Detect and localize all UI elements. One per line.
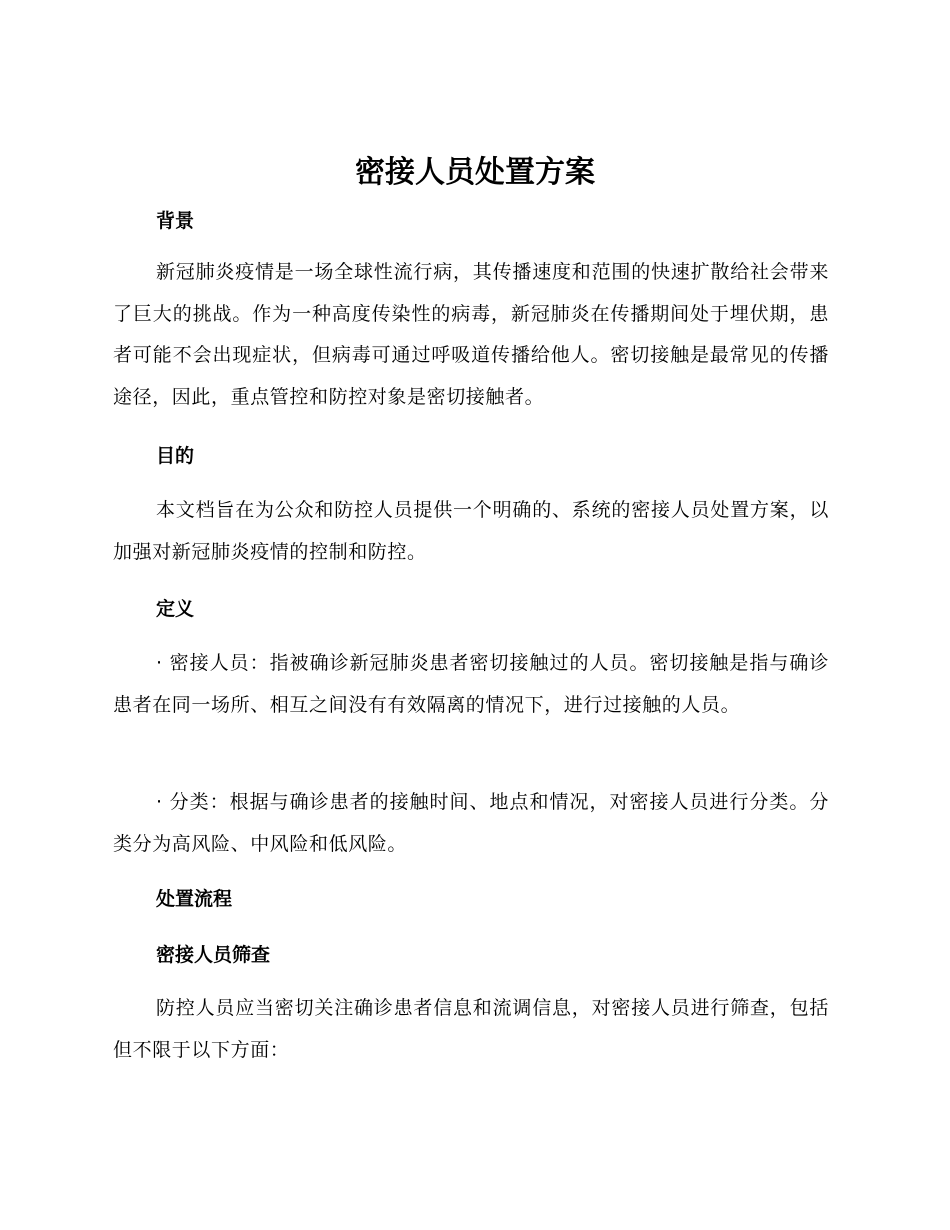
paragraph-purpose: 本文档旨在为公众和防控人员提供一个明确的、系统的密接人员处置方案，以加强对新冠肺炎疫情的控制和防控。	[113, 499, 829, 563]
paragraph-background: 新冠肺炎疫情是一场全球性流行病，其传播速度和范围的快速扩散给社会带来了巨大的挑战。作为一种高度传染性的病毒，新冠肺炎在传播期间处于埋伏期，患者可能不会出现症状，但病毒可通过呼吸道传播给他人。密切接触是最常见的传播途径，因此，重点管控和防控对象是密切接触者。	[113, 261, 829, 408]
paragraph-screening: 防控人员应当密切关注确诊患者信息和流调信息，对密接人员进行筛查，包括但不限于以下方面：	[113, 997, 829, 1061]
section-heading-definition: 定义	[156, 598, 195, 620]
section-heading-background: 背景	[156, 210, 195, 232]
document-title: 密接人员处置方案	[355, 155, 595, 190]
section-heading-screening: 密接人员筛查	[156, 944, 271, 966]
definition-bullet-close-contact: · 密接人员：指被确诊新冠肺炎患者密切接触过的人员。密切接触是指与确诊患者在同一场所、相互之间没有有效隔离的情况下，进行过接触的人员。	[113, 652, 829, 716]
section-heading-process: 处置流程	[156, 888, 233, 910]
section-heading-purpose: 目的	[156, 445, 195, 467]
definition-bullet-classification: · 分类：根据与确诊患者的接触时间、地点和情况，对密接人员进行分类。分类分为高风险、中风险和低风险。	[113, 791, 829, 855]
